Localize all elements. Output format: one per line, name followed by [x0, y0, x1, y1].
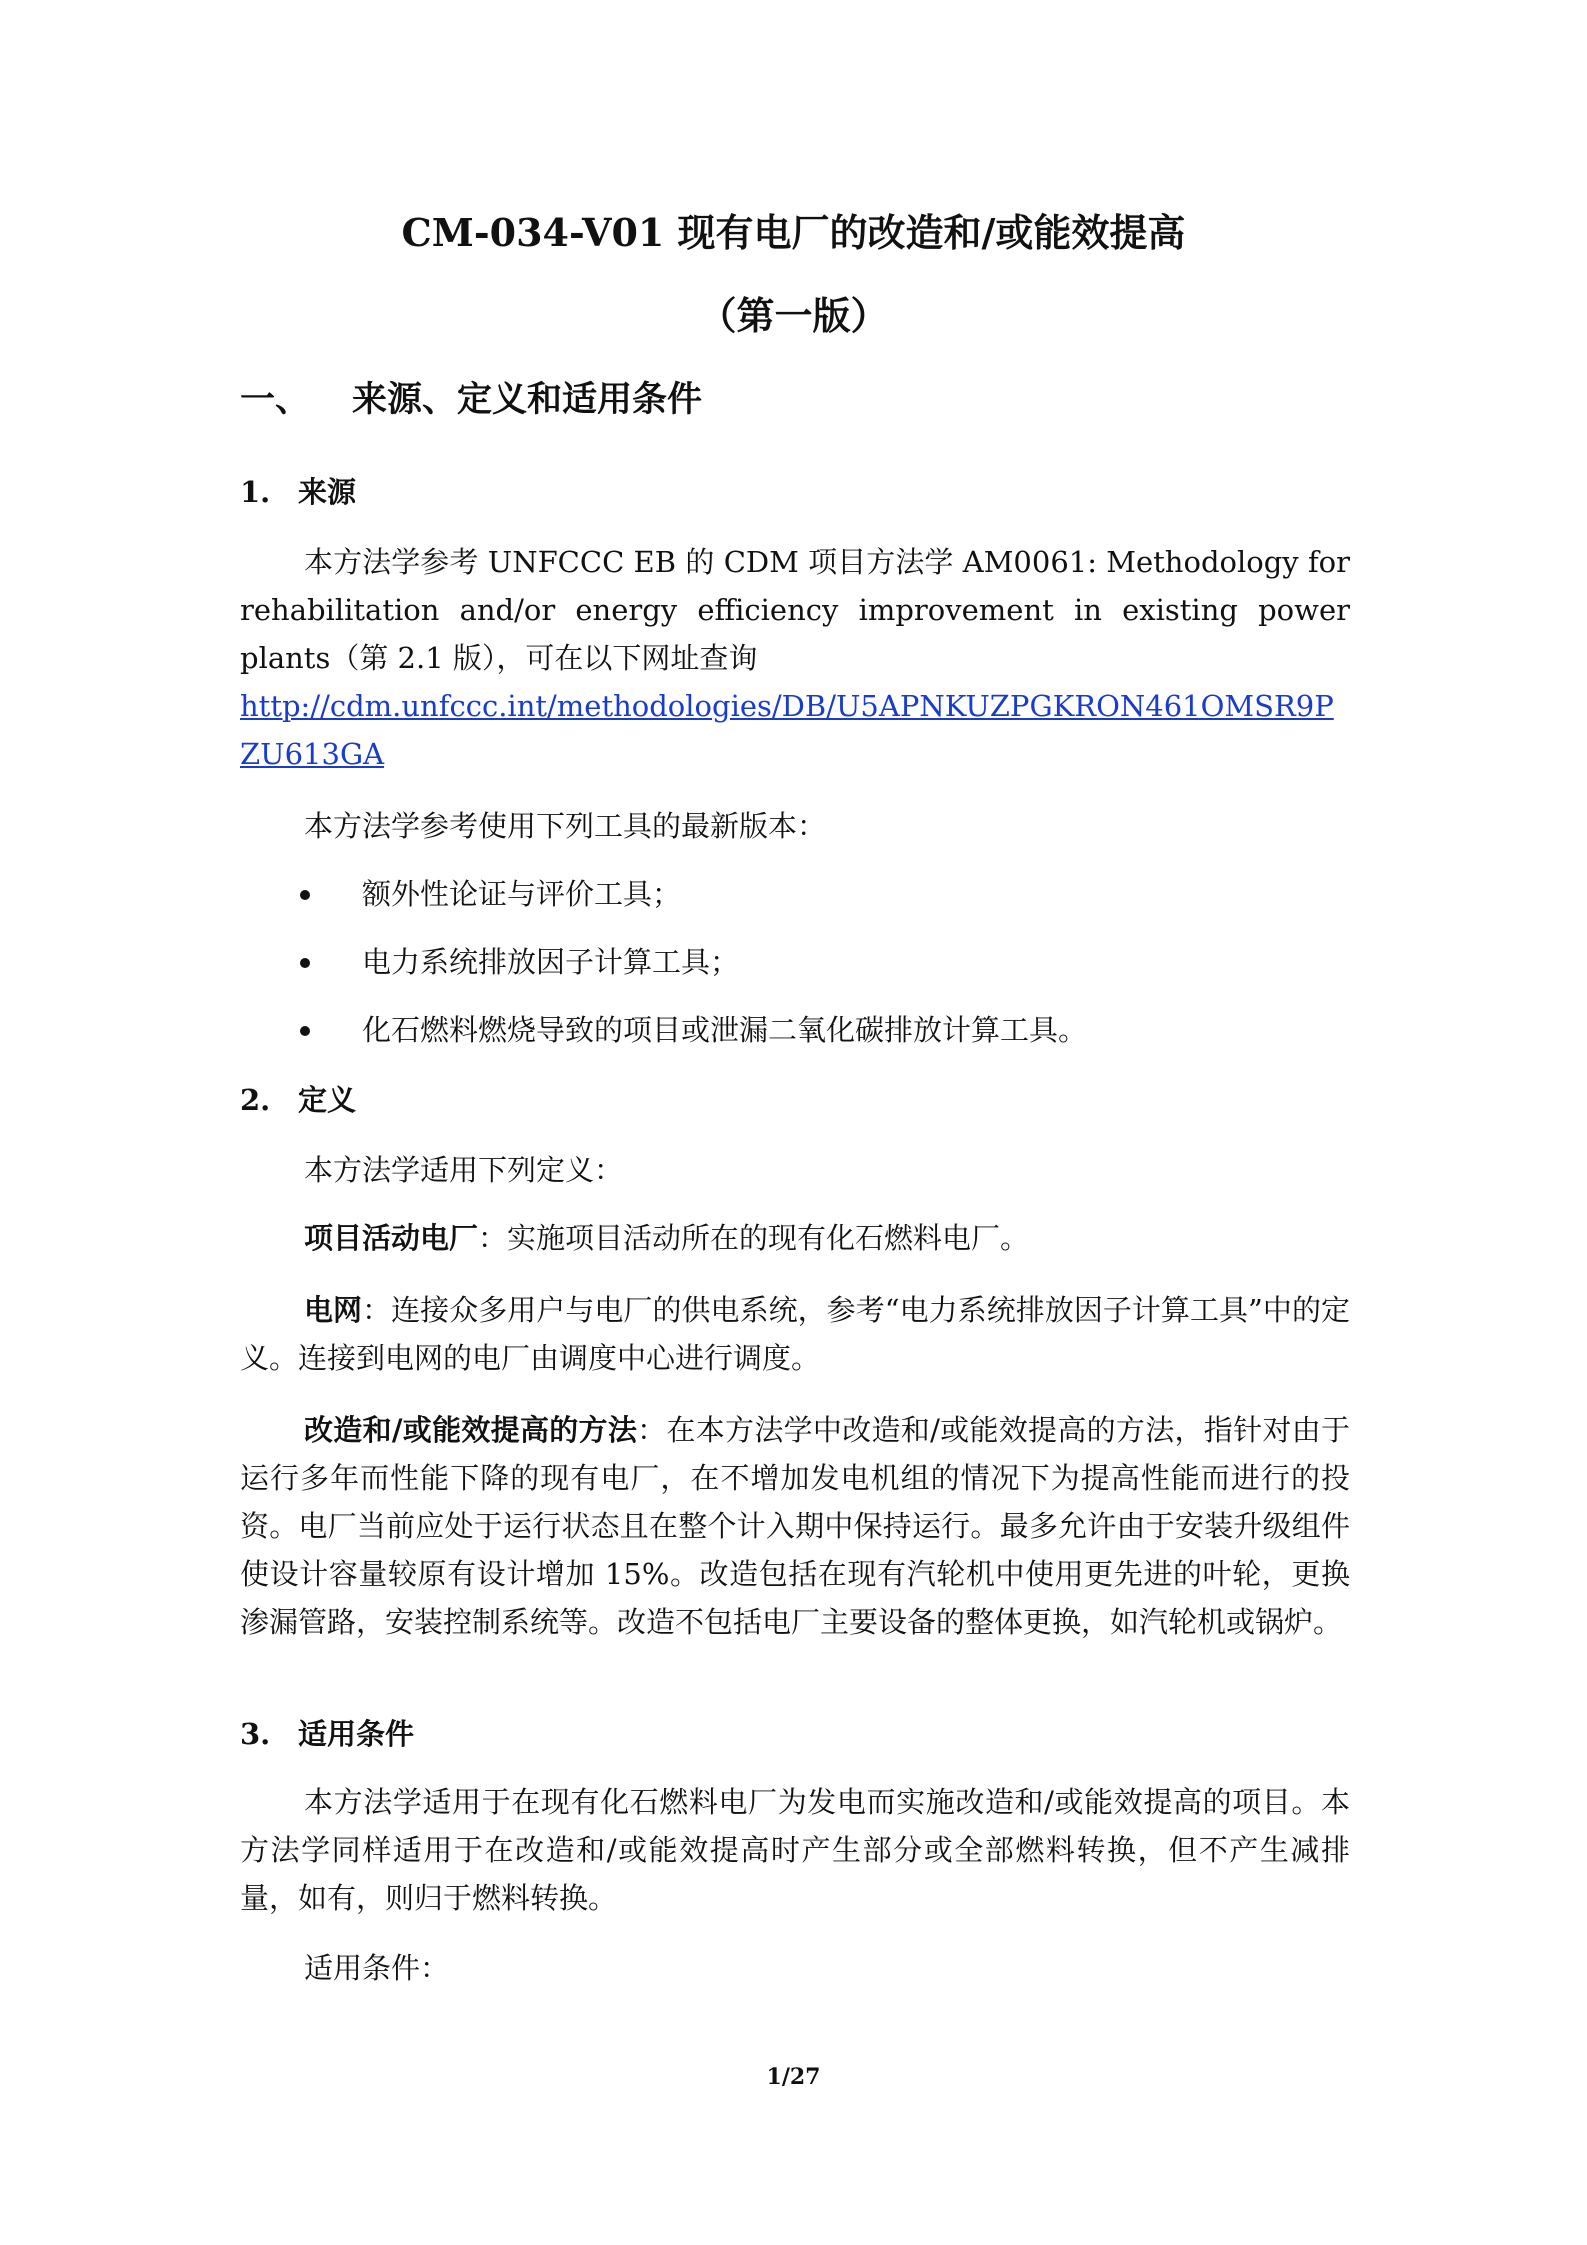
definition-text: 实施项目活动所在的现有化石燃料电厂。 — [507, 1221, 1030, 1255]
page-number: 1/27 — [766, 2064, 821, 2090]
document-title: CM-034-V01 现有电厂的改造和/或能效提高 — [401, 210, 1186, 255]
section-title: 定义 — [298, 1083, 357, 1117]
chapter-title: 来源、定义和适用条件 — [352, 379, 703, 420]
definition-grid: 电网：连接众多用户与电厂的供电系统，参考“电力系统排放因子计算工具”中的定义。连接到电网的电厂由调度中心进行调度。 — [240, 1293, 1350, 1375]
document-subtitle: （第一版） — [698, 293, 889, 338]
bullet-icon — [300, 1026, 310, 1036]
section-number: 3. — [240, 1717, 271, 1751]
definition-term: 项目活动电厂 — [304, 1221, 479, 1255]
applicability-paragraph: 本方法学适用于在现有化石燃料电厂为发电而实施改造和/或能效提高的项目。本方法学同样适用于在改造和/或能效提高时产生部分或全部燃料转换，但不产生减排量，如有，则归于燃料转换。 — [240, 1785, 1350, 1915]
section-heading-source — [240, 470, 356, 514]
section-heading-applicability — [240, 1712, 414, 1756]
section-number: 2. — [240, 1083, 271, 1117]
section-title: 来源 — [298, 475, 357, 509]
section-number: 1. — [240, 475, 271, 509]
definition-term: 电网 — [304, 1293, 363, 1327]
methodology-url-link[interactable]: http://cdm.unfccc.int/methodologies/DB/U5APNKUZPGKRON461OMSR9PZU613GA — [240, 689, 1334, 771]
section-heading-definitions — [240, 1078, 356, 1122]
chapter-number: 一、 — [240, 379, 311, 420]
source-paragraph: 本方法学参考 UNFCCC EB 的 CDM 项目方法学 AM0061: Methodology for rehabilitation and/or energy efficiency improvement in existing power plants（第 2.1 版），可在以下网址查询 — [240, 545, 1350, 675]
tool-list-item: 电力系统排放因子计算工具； — [300, 940, 677, 984]
definitions-intro: 本方法学适用下列定义： — [304, 1153, 624, 1187]
definition-rehabilitation: 改造和/或能效提高的方法：在本方法学中改造和/或能效提高的方法，指针对由于运行多年而性能下降的现有电厂，在不增加发电机组的情况下为提高性能而进行的投资。电厂当前应处于运行状态且在整个计入期中保持运行。最多允许由于安装升级组件使设计容量较原有设计增加 15%。改造包括在现有汽轮机中使用更先进的叶轮，更换渗漏管路，安装控制系统等。改造不包括电厂主要设备的整体更换，如汽轮机或锅炉。 — [240, 1413, 1350, 1639]
applicability-conditions-label: 适用条件： — [304, 1951, 450, 1985]
bullet-icon — [300, 958, 310, 968]
tools-intro: 本方法学参考使用下列工具的最新版本： — [304, 809, 827, 843]
section-title: 适用条件 — [298, 1717, 415, 1751]
definition-text: 在本方法学中改造和/或能效提高的方法，指针对由于运行多年而性能下降的现有电厂，在不增加发电机组的情况下为提高性能而进行的投资。电厂当前应处于运行状态且在整个计入期中保持运行。最多允许由于安装升级组件使设计容量较原有设计增加 15%。改造包括在现有汽轮机中使用更先进的叶轮，更换渗漏管路，安装控制系统等。改造不包括电厂主要设备的整体更换，如汽轮机或锅炉。 — [240, 1413, 1350, 1639]
definition-project-plant: 项目活动电厂：实施项目活动所在的现有化石燃料电厂。 — [304, 1221, 1030, 1255]
tool-list-item: 额外性论证与评价工具； — [300, 872, 619, 916]
chapter-heading — [240, 372, 702, 428]
bullet-icon — [300, 890, 310, 900]
definition-text: 连接众多用户与电厂的供电系统，参考“电力系统排放因子计算工具”中的定义。连接到电网的电厂由调度中心进行调度。 — [240, 1293, 1350, 1375]
definition-term: 改造和/或能效提高的方法 — [304, 1413, 638, 1447]
tool-list-item: 化石燃料燃烧导致的项目或泄漏二氧化碳排放计算工具。 — [300, 1008, 1025, 1052]
